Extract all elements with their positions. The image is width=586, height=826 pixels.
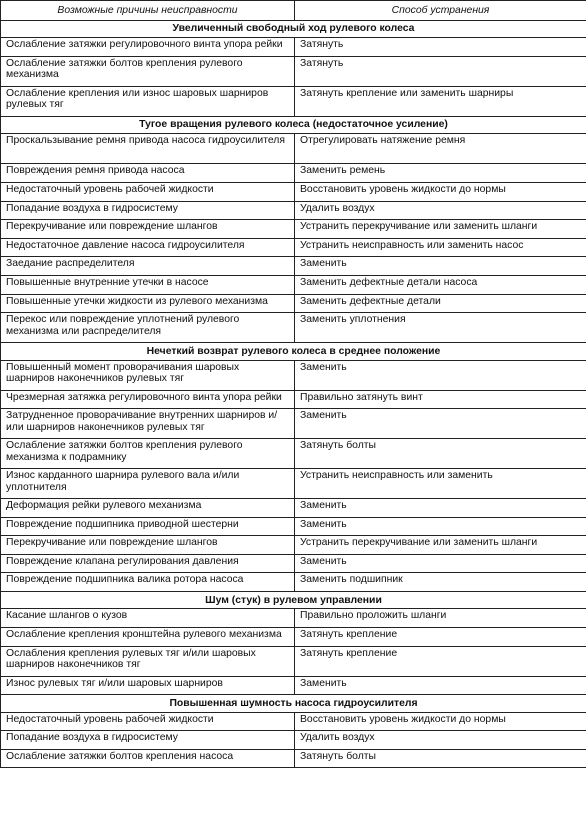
table-row (1, 536, 586, 555)
cause-cell: Недостаточный уровень рабочей жидкости (1, 712, 295, 731)
remedy-cell: Затянуть крепление (295, 628, 586, 647)
table-header-row (1, 1, 586, 21)
section-header-row (1, 695, 586, 712)
table-row (1, 257, 586, 276)
cause-cell: Повреждение подшипника валика ротора насоса (1, 573, 295, 592)
remedy-cell: Отрегулировать натяжение ремня (295, 134, 586, 164)
remedy-cell: Заменить (295, 257, 586, 276)
remedy-cell: Затянуть (295, 38, 586, 57)
remedy-cell: Правильно проложить шланги (295, 609, 586, 628)
table-row (1, 360, 586, 390)
cause-cell: Чрезмерная затяжка регулировочного винта упора рейки (1, 390, 295, 409)
remedy-cell: Заменить уплотнения (295, 313, 586, 343)
cause-cell: Перекручивание или повреждение шлангов (1, 220, 295, 239)
table-row (1, 469, 586, 499)
cause-cell: Ослабление крепления кронштейна рулевого механизма (1, 628, 295, 647)
cause-cell: Ослабление затяжки болтов крепления насоса (1, 749, 295, 768)
cause-cell: Касание шлангов о кузов (1, 609, 295, 628)
cause-cell: Повышенные утечки жидкости из рулевого механизма (1, 294, 295, 313)
table-row (1, 38, 586, 57)
cause-cell: Ослабление крепления или износ шаровых шарниров рулевых тяг (1, 86, 295, 116)
cause-cell: Повышенный момент проворачивания шаровых шарниров наконечников рулевых тяг (1, 360, 295, 390)
remedy-cell: Заменить дефектные детали (295, 294, 586, 313)
cause-cell: Деформация рейки рулевого механизма (1, 499, 295, 518)
table-row (1, 56, 586, 86)
table-row (1, 275, 586, 294)
section-title: Повышенная шумность насоса гидроусилителя (1, 695, 586, 712)
remedy-cell: Заменить (295, 499, 586, 518)
cause-cell: Повышенные внутренние утечки в насосе (1, 275, 295, 294)
table-row (1, 554, 586, 573)
cause-cell: Ослабление затяжки регулировочного винта упора рейки (1, 38, 295, 57)
table-row (1, 573, 586, 592)
cause-cell: Перекос или повреждение уплотнений рулевого механизма или распределителя (1, 313, 295, 343)
remedy-cell: Затянуть крепление или заменить шарниры (295, 86, 586, 116)
table-row (1, 439, 586, 469)
table-row (1, 731, 586, 750)
header-causes: Возможные причины неисправности (1, 1, 295, 21)
section-title: Тугое вращения рулевого колеса (недостаточное усиление) (1, 116, 586, 133)
remedy-cell: Заменить (295, 676, 586, 695)
table-row (1, 201, 586, 220)
cause-cell: Ослабления крепления рулевых тяг и/или шаровых шарниров наконечников тяг (1, 646, 295, 676)
cause-cell: Попадание воздуха в гидросистему (1, 731, 295, 750)
table-row (1, 390, 586, 409)
cause-cell: Попадание воздуха в гидросистему (1, 201, 295, 220)
remedy-cell: Устранить перекручивание или заменить шланги (295, 536, 586, 555)
cause-cell: Перекручивание или повреждение шлангов (1, 536, 295, 555)
remedy-cell: Удалить воздух (295, 731, 586, 750)
table-row (1, 220, 586, 239)
section-title: Шум (стук) в рулевом управлении (1, 592, 586, 609)
remedy-cell: Заменить (295, 517, 586, 536)
cause-cell: Проскальзывание ремня привода насоса гидроусилителя (1, 134, 295, 164)
table-row (1, 609, 586, 628)
section-header-row (1, 343, 586, 360)
remedy-cell: Восстановить уровень жидкости до нормы (295, 182, 586, 201)
remedy-cell: Устранить перекручивание или заменить шланги (295, 220, 586, 239)
cause-cell: Затрудненное проворачивание внутренних шарниров и/или шарниров наконечников рулевых тяг (1, 409, 295, 439)
cause-cell: Ослабление затяжки болтов крепления рулевого механизма к подрамнику (1, 439, 295, 469)
remedy-cell: Устранить неисправность или заменить (295, 469, 586, 499)
cause-cell: Повреждение подшипника приводной шестерни (1, 517, 295, 536)
table-row (1, 517, 586, 536)
table-row (1, 134, 586, 164)
remedy-cell: Затянуть (295, 56, 586, 86)
table-row (1, 86, 586, 116)
remedy-cell: Заменить (295, 360, 586, 390)
table-row (1, 628, 586, 647)
section-header-row (1, 592, 586, 609)
table-row (1, 164, 586, 183)
remedy-cell: Устранить неисправность или заменить насос (295, 238, 586, 257)
remedy-cell: Восстановить уровень жидкости до нормы (295, 712, 586, 731)
remedy-cell: Затянуть крепление (295, 646, 586, 676)
cause-cell: Износ рулевых тяг и/или шаровых шарниров (1, 676, 295, 695)
remedy-cell: Заменить дефектные детали насоса (295, 275, 586, 294)
table-body (1, 21, 586, 768)
cause-cell: Повреждения ремня привода насоса (1, 164, 295, 183)
cause-cell: Ослабление затяжки болтов крепления рулевого механизма (1, 56, 295, 86)
cause-cell: Недостаточный уровень рабочей жидкости (1, 182, 295, 201)
table-row (1, 676, 586, 695)
remedy-cell: Заменить подшипник (295, 573, 586, 592)
remedy-cell: Удалить воздух (295, 201, 586, 220)
remedy-cell: Правильно затянуть винт (295, 390, 586, 409)
section-header-row (1, 116, 586, 133)
remedy-cell: Заменить (295, 409, 586, 439)
cause-cell: Недостаточное давление насоса гидроусилителя (1, 238, 295, 257)
table-row (1, 712, 586, 731)
remedy-cell: Затянуть болты (295, 749, 586, 768)
table-row (1, 238, 586, 257)
table-row (1, 182, 586, 201)
remedy-cell: Затянуть болты (295, 439, 586, 469)
cause-cell: Заедание распределителя (1, 257, 295, 276)
table-row (1, 749, 586, 768)
table-row (1, 313, 586, 343)
table-row (1, 646, 586, 676)
remedy-cell: Заменить ремень (295, 164, 586, 183)
header-remedy: Способ устранения (295, 1, 586, 21)
remedy-cell: Заменить (295, 554, 586, 573)
table-row (1, 409, 586, 439)
section-title: Увеличенный свободный ход рулевого колеса (1, 21, 586, 38)
cause-cell: Износ карданного шарнира рулевого вала и/или уплотнителя (1, 469, 295, 499)
table-row (1, 294, 586, 313)
cause-cell: Повреждение клапана регулирования давления (1, 554, 295, 573)
section-header-row (1, 21, 586, 38)
table-row (1, 499, 586, 518)
section-title: Нечеткий возврат рулевого колеса в среднее положение (1, 343, 586, 360)
